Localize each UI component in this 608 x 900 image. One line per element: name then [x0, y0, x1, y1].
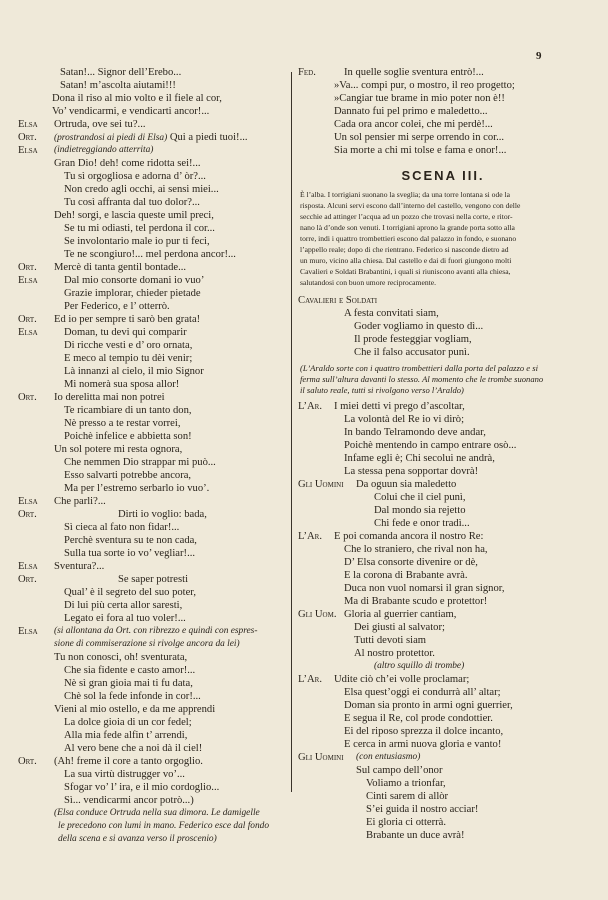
verse-line [18, 404, 286, 417]
verse-text: Tu non conosci, oh! sventurata, [54, 652, 188, 663]
verse-text: Sventura?... [54, 561, 105, 572]
verse-line [18, 300, 286, 313]
verse-line [298, 118, 588, 131]
verse-text: Voliamo a trionfar, [366, 778, 446, 789]
verse-line [298, 144, 588, 157]
verse-text: E poi comanda ancora il nostro Re: [334, 531, 484, 542]
verse-line [18, 781, 286, 794]
verse-text: Di lui più certa allor saresti, [64, 600, 183, 611]
description-line: un muro, vicino alla chiesa. Dal castello e dai di fuori giungono molti [300, 256, 512, 265]
verse-text: Doman, tu devi qui comparir [64, 327, 187, 338]
verse-text: Mi nomerà sua sposa allor! [64, 379, 180, 390]
verse-text: Per Federico, e l’ otterrò. [64, 301, 170, 312]
verse-line [298, 517, 588, 530]
araldo-stage-direction [298, 363, 588, 396]
verse-text: Infame egli è; Chi secolui ne andrà, [344, 453, 495, 464]
verse-text: Poichè infelice e abbietta son! [64, 431, 192, 442]
verse-line [298, 829, 588, 842]
verse-line [18, 365, 286, 378]
left-column [18, 66, 286, 846]
verse-text: (prostrandosi ai piedi di Elsa) Qui a piedi tuoi!... [54, 132, 248, 143]
verse-line [18, 690, 286, 703]
speaker-label: L’Ar. [298, 674, 322, 685]
verse-line [298, 439, 588, 452]
verse-text: (indietreggiando atterrita) [54, 145, 154, 155]
verse-line [298, 582, 588, 595]
speaker-label: Ort. [18, 392, 37, 403]
verse-text: Al nostro protettor. [354, 648, 435, 659]
verse-line [18, 287, 286, 300]
verse-line [298, 816, 588, 829]
verse-line [18, 469, 286, 482]
verse-line [298, 478, 588, 491]
speaker-label: Ort. [18, 262, 37, 273]
verse-text: E meco al tempio tu dèi venir; [64, 353, 193, 364]
speaker-label: Ort. [18, 509, 37, 520]
verse-line [298, 751, 588, 764]
verse-line [18, 573, 286, 586]
verse-text: »Va... compi pur, o mostro, il reo progetto; [334, 80, 515, 91]
verse-text: Ei gloria ci otterrà. [366, 817, 447, 828]
verse-text: E segua il Re, col prode condottier. [344, 713, 493, 724]
verse-line [18, 820, 286, 833]
verse-line [18, 547, 286, 560]
verse-line [18, 157, 286, 170]
verse-line [298, 66, 588, 79]
verse-line [18, 79, 286, 92]
description-line: risposta. Alcuni servi escono dall’interno del castello, vengono con delle [300, 201, 521, 210]
speaker-label: Elsa [18, 327, 38, 338]
verse-line [18, 352, 286, 365]
verse-line [298, 634, 588, 647]
verse-text: Ei del riposo sprezza il dolce incanto, [344, 726, 504, 737]
verse-text: Sul campo dell’onor [356, 765, 443, 776]
verse-line [298, 803, 588, 816]
stage-direction-line: (L’Araldo sorte con i quattro trombettieri dalla porta del palazzo e si [300, 363, 538, 373]
chorus-verses [298, 294, 588, 359]
verse-line [18, 768, 286, 781]
verse-text: Goder vogliamo in questo dì... [354, 321, 484, 332]
speaker-label: Ort. [18, 756, 37, 767]
verse-line [18, 339, 286, 352]
verse-line [18, 131, 286, 144]
verse-text: Se saper potresti [118, 574, 189, 585]
verse-text: Esso salvarti potrebbe ancora, [64, 470, 192, 481]
speaker-label: L’Ar. [298, 531, 322, 542]
verse-line [298, 738, 588, 751]
verse-line [18, 560, 286, 573]
verse-text: »Cangiar tue brame in mio poter non è!! [334, 93, 505, 104]
verse-text: Chi fede e onor tradì... [374, 518, 470, 529]
verse-text: Sulla tua sorte io vo’ vegliar!... [64, 548, 196, 559]
verse-line [298, 647, 588, 660]
verse-line [18, 664, 286, 677]
verse-line [298, 673, 588, 686]
verse-text: Mercè di tanta gentil bontade... [54, 262, 187, 273]
page-number: 9 [536, 50, 542, 62]
scene-description [298, 189, 588, 288]
verse-text: Che sia fidente e casto amor!... [64, 665, 196, 676]
verse-text: Se tu mi odiasti, tel perdona il cor... [64, 223, 215, 234]
speaker-label: Elsa [18, 496, 38, 507]
verse-text: Tutti devoti siam [354, 635, 427, 646]
verse-line [18, 807, 286, 820]
verse-text: Dal mio consorte domani io vuo’ [64, 275, 205, 286]
verse-line [298, 413, 588, 426]
verse-text: Se involontario male io pur ti feci, [64, 236, 210, 247]
verse-text: Poichè mentendo in campo entrare osò... [344, 440, 517, 451]
verse-text: Tu sì orgogliosa e adorna d’ òr?... [64, 171, 206, 182]
speaker-label: Elsa [18, 145, 38, 156]
verse-text: Ed io per sempre ti sarò ben grata! [54, 314, 201, 325]
verse-text: Qual’ è il segreto del suo poter, [64, 587, 197, 598]
verse-text: In bando Telramondo deve andar, [344, 427, 486, 438]
verse-text: Gloria al guerrier cantiam, [344, 609, 457, 620]
verse-text: Dirti io voglio: bada, [118, 509, 207, 520]
verse-text: Grazie implorar, chieder pietade [64, 288, 201, 299]
verse-line [298, 699, 588, 712]
verse-line [298, 504, 588, 517]
verse-line [18, 443, 286, 456]
verse-text: della scena e si avanza verso il proscenio) [58, 834, 217, 844]
verse-text: Vo’ vendicarmi, e vendicarti ancor!... [52, 106, 210, 117]
description-line: secchie ad attinger l’acqua ad un pozzo che trovasi nella corte, e ritor- [300, 212, 513, 221]
verse-line [298, 452, 588, 465]
right-column [298, 66, 588, 842]
verse-line [18, 586, 286, 599]
verse-text: Gran Dio! deh! come ridotta sei!... [54, 158, 201, 169]
verse-line [18, 482, 286, 495]
verse-line [18, 313, 286, 326]
verse-text: La volontà del Re io vi dirò; [344, 414, 465, 425]
verse-line [18, 248, 286, 261]
verse-text: Duca non vuol nomarsi il gran signor, [344, 583, 505, 594]
verse-line [298, 307, 588, 320]
araldo-verses [298, 400, 588, 842]
description-line: l’appello reale; dopo di che rientrano. Federico si nasconde dietro ad [300, 245, 509, 254]
verse-line [18, 833, 286, 846]
verse-text: D’ Elsa consorte divenire or dè, [344, 557, 478, 568]
description-line: Cavalieri e Soldati Brabantini, i quali si riuniscono avanti alla chiesa, [300, 267, 511, 276]
verse-text: (altro squillo di trombe) [374, 661, 465, 671]
speaker-label: Gli Uom. [298, 609, 337, 620]
speaker-label: Gli Uomini [298, 479, 344, 490]
verse-text: Che nemmen Dio strappar mi può... [64, 457, 216, 468]
verse-line [298, 491, 588, 504]
verse-line [18, 261, 286, 274]
verse-line [18, 495, 286, 508]
verse-text: Nè presso a te restar vorrei, [64, 418, 181, 429]
verse-text: Da oguun sia maledetto [356, 479, 457, 490]
verse-text: (con entusiasmo) [356, 752, 421, 762]
federico-verses [298, 66, 588, 157]
verse-text: Che lo straniero, che rival non ha, [344, 544, 488, 555]
verse-text: (Ah! freme il core a tanto orgoglio. [54, 756, 203, 767]
verse-line [298, 320, 588, 333]
verse-text: Deh! sorgi, e lascia queste umil preci, [54, 210, 214, 221]
verse-line [298, 764, 588, 777]
verse-text: (Elsa conduce Ortruda nella sua dimora. Le damigelle [54, 808, 260, 818]
verse-text: Ma di Brabante scudo e protettor! [344, 596, 488, 607]
speaker-label: Fed. [298, 67, 316, 78]
verse-text: Dei giusti al salvator; [354, 622, 445, 633]
description-line: torre, indi i quattro trombettieri escono dal palazzo in fondo, e suonano [300, 234, 517, 243]
verse-line [18, 534, 286, 547]
verse-text: Chè sol la fede infonde in cor!... [64, 691, 201, 702]
verse-line [298, 543, 588, 556]
verse-line [18, 66, 286, 79]
verse-line [298, 530, 588, 543]
verse-text: Cinti sarem di allòr [366, 791, 449, 802]
verse-line [298, 777, 588, 790]
verse-line [298, 712, 588, 725]
verse-line [298, 608, 588, 621]
verse-text: Te ricambiare di un tanto don, [64, 405, 192, 416]
verse-text: Perchè sventura su te non cada, [64, 535, 197, 546]
verse-text: Elsa quest’oggi ei condurrà all’ altar; [344, 687, 501, 698]
verse-line [18, 430, 286, 443]
verse-line [18, 326, 286, 339]
verse-line [298, 294, 588, 307]
verse-line [18, 508, 286, 521]
verse-text: Sì cieca al fato non fidar!... [64, 522, 180, 533]
verse-line [18, 521, 286, 534]
verse-text: Io derelitta mai non potrei [54, 392, 165, 403]
verse-line [18, 456, 286, 469]
verse-line [298, 400, 588, 413]
verse-text: S’ei guida il nostro acciar! [366, 804, 479, 815]
verse-line [298, 660, 588, 673]
verse-line [298, 725, 588, 738]
speaker-label: Gli Uomini [298, 752, 344, 763]
verse-line [298, 333, 588, 346]
verse-text: Udite ciò ch’ei volle proclamar; [334, 674, 470, 685]
verse-line [18, 235, 286, 248]
verse-text: Al vero bene che a noi dà il ciel! [64, 743, 203, 754]
verse-text: Te ne scongiuro!... mel perdona ancor!... [64, 249, 236, 260]
verse-line [18, 183, 286, 196]
verse-text: Nè sì gran gioia mai ti fu data, [64, 678, 193, 689]
verse-text: Legato ei fora al tuo voler!... [64, 613, 186, 624]
verse-text: Cada ora ancor colei, che mi perdè!... [334, 119, 493, 130]
verse-line [298, 105, 588, 118]
verse-text: E la corona di Brabante avrà. [344, 570, 468, 581]
verse-text: Dal mondo sia rejetto [374, 505, 466, 516]
verse-line [18, 196, 286, 209]
verse-text: Tu così affranta dal tuo dolor?... [64, 197, 200, 208]
verse-line [298, 556, 588, 569]
verse-text: Doman sia pronto in armi ogni guerrier, [344, 700, 513, 711]
verse-line [18, 274, 286, 287]
verse-text: La sua virtù distrugger vo’... [64, 769, 185, 780]
verse-line [18, 105, 286, 118]
verse-line [298, 595, 588, 608]
verse-text: Dannato fui pel primo e maledetto... [334, 106, 488, 117]
verse-text: Sfogar vo’ l’ ira, e il mio cordoglio... [64, 782, 220, 793]
verse-text: Un sol potere mi resta ognora, [54, 444, 183, 455]
speaker-label: Ort. [18, 314, 37, 325]
description-line: È l’alba. I torrigiani suonano la sveglia; da una torre lontana si ode la [300, 190, 511, 199]
verse-line [18, 92, 286, 105]
verse-text: Di ricche vesti e d’ oro ornata, [64, 340, 193, 351]
verse-line [18, 729, 286, 742]
speaker-label: Elsa [18, 119, 38, 130]
verse-text: In quelle soglie sventura entrò!... [344, 67, 484, 78]
verse-line [18, 378, 286, 391]
speaker-label: Ort. [18, 132, 37, 143]
verse-line [18, 417, 286, 430]
verse-text: Ma per l’estremo serbarlo io vuo’. [64, 483, 210, 494]
verse-line [298, 790, 588, 803]
verse-line [298, 346, 588, 359]
verse-line [298, 131, 588, 144]
verse-line [18, 716, 286, 729]
verse-line [298, 79, 588, 92]
speaker-label: Ort. [18, 574, 37, 585]
scene-title: SCENA III. [401, 168, 485, 183]
verse-line [18, 144, 286, 157]
verse-text: La dolce gioia di un cor fedel; [64, 717, 192, 728]
verse-line [298, 621, 588, 634]
verse-text: Sia morte a chi mi tolse e fama e onor!... [334, 145, 507, 156]
verse-line [18, 703, 286, 716]
verse-text: Colui che il ciel punì, [374, 492, 466, 503]
column-divider [291, 72, 292, 792]
verse-text: Dona il riso al mio volto e il fiele al cor, [52, 93, 222, 104]
description-line: salutandosi con buon umore reciprocamente. [300, 278, 437, 287]
verse-text: sione di commiserazione si rivolge ancora da lei) [54, 639, 240, 649]
verse-text: Sì... vendicarmi ancor potrò...) [64, 795, 194, 806]
verse-text: le precedono con lumi in mano. Federico esce dal fondo [58, 821, 270, 831]
verse-line [298, 426, 588, 439]
verse-line [18, 391, 286, 404]
verse-line [298, 92, 588, 105]
verse-line [18, 118, 286, 131]
verse-text: Che parli?... [54, 496, 106, 507]
verse-line [18, 677, 286, 690]
verse-line [18, 742, 286, 755]
verse-line [298, 569, 588, 582]
verse-line [18, 755, 286, 768]
verse-text: Non credo agli occhi, ai sensi miei... [64, 184, 219, 195]
speaker-label: L’Ar. [298, 401, 322, 412]
speaker-label: Cavalieri e Soldati [298, 295, 378, 306]
verse-line [18, 651, 286, 664]
speaker-label: Elsa [18, 275, 38, 286]
speaker-label: Elsa [18, 561, 38, 572]
stage-direction: (prostrandosi ai piedi di Elsa) [54, 133, 168, 143]
verse-text: Satan!... Signor dell’Erebo... [60, 67, 182, 78]
verse-text: Vieni al mio ostello, e da me apprendi [54, 704, 216, 715]
verse-text: A festa convitati siam, [344, 308, 439, 319]
verse-text: Satan! m’ascolta aiutami!!! [60, 80, 176, 91]
verse-line [298, 686, 588, 699]
verse-text: (si allontana da Ort. con ribrezzo e quindi con espres- [54, 626, 258, 636]
verse-line [18, 612, 286, 625]
stage-direction-line: ferma sull’altura davanti lo stesso. Al momento che le trombe suonano [300, 374, 544, 384]
verse-text: E cerca in armi nuova gloria e vanto! [344, 739, 502, 750]
speaker-label: Elsa [18, 626, 38, 637]
verse-line [18, 625, 286, 638]
stage-direction-line: il saluto reale, tutti si rivolgono verso l’Araldo) [300, 385, 464, 395]
verse-text: Il prode festeggiar vogliam, [354, 334, 472, 345]
verse-line [18, 794, 286, 807]
verse-text: La stessa pena sopportar dovrà! [344, 466, 479, 477]
verse-line [18, 599, 286, 612]
verse-line [18, 222, 286, 235]
verse-line [298, 465, 588, 478]
verse-line [18, 209, 286, 222]
description-line: nano là d’onde son venuti. I torrigiani aprono la grande porta sotto alla [300, 223, 515, 232]
verse-text: Brabante un duce avrà! [366, 830, 465, 841]
verse-text: Alla mia fede alfin t’ arrendi, [64, 730, 188, 741]
verse-text: Che il falso accusator punì. [354, 347, 470, 358]
verse-line [18, 638, 286, 651]
verse-text: Là innanzi al cielo, il mio Signor [64, 366, 204, 377]
verse-line [18, 170, 286, 183]
verse-text: I miei detti vi prego d’ascoltar, [334, 401, 465, 412]
verse-text: Ortruda, ove sei tu?... [54, 119, 146, 130]
verse-text: Un sol pensier mi serpe orrendo in cor... [334, 132, 505, 143]
